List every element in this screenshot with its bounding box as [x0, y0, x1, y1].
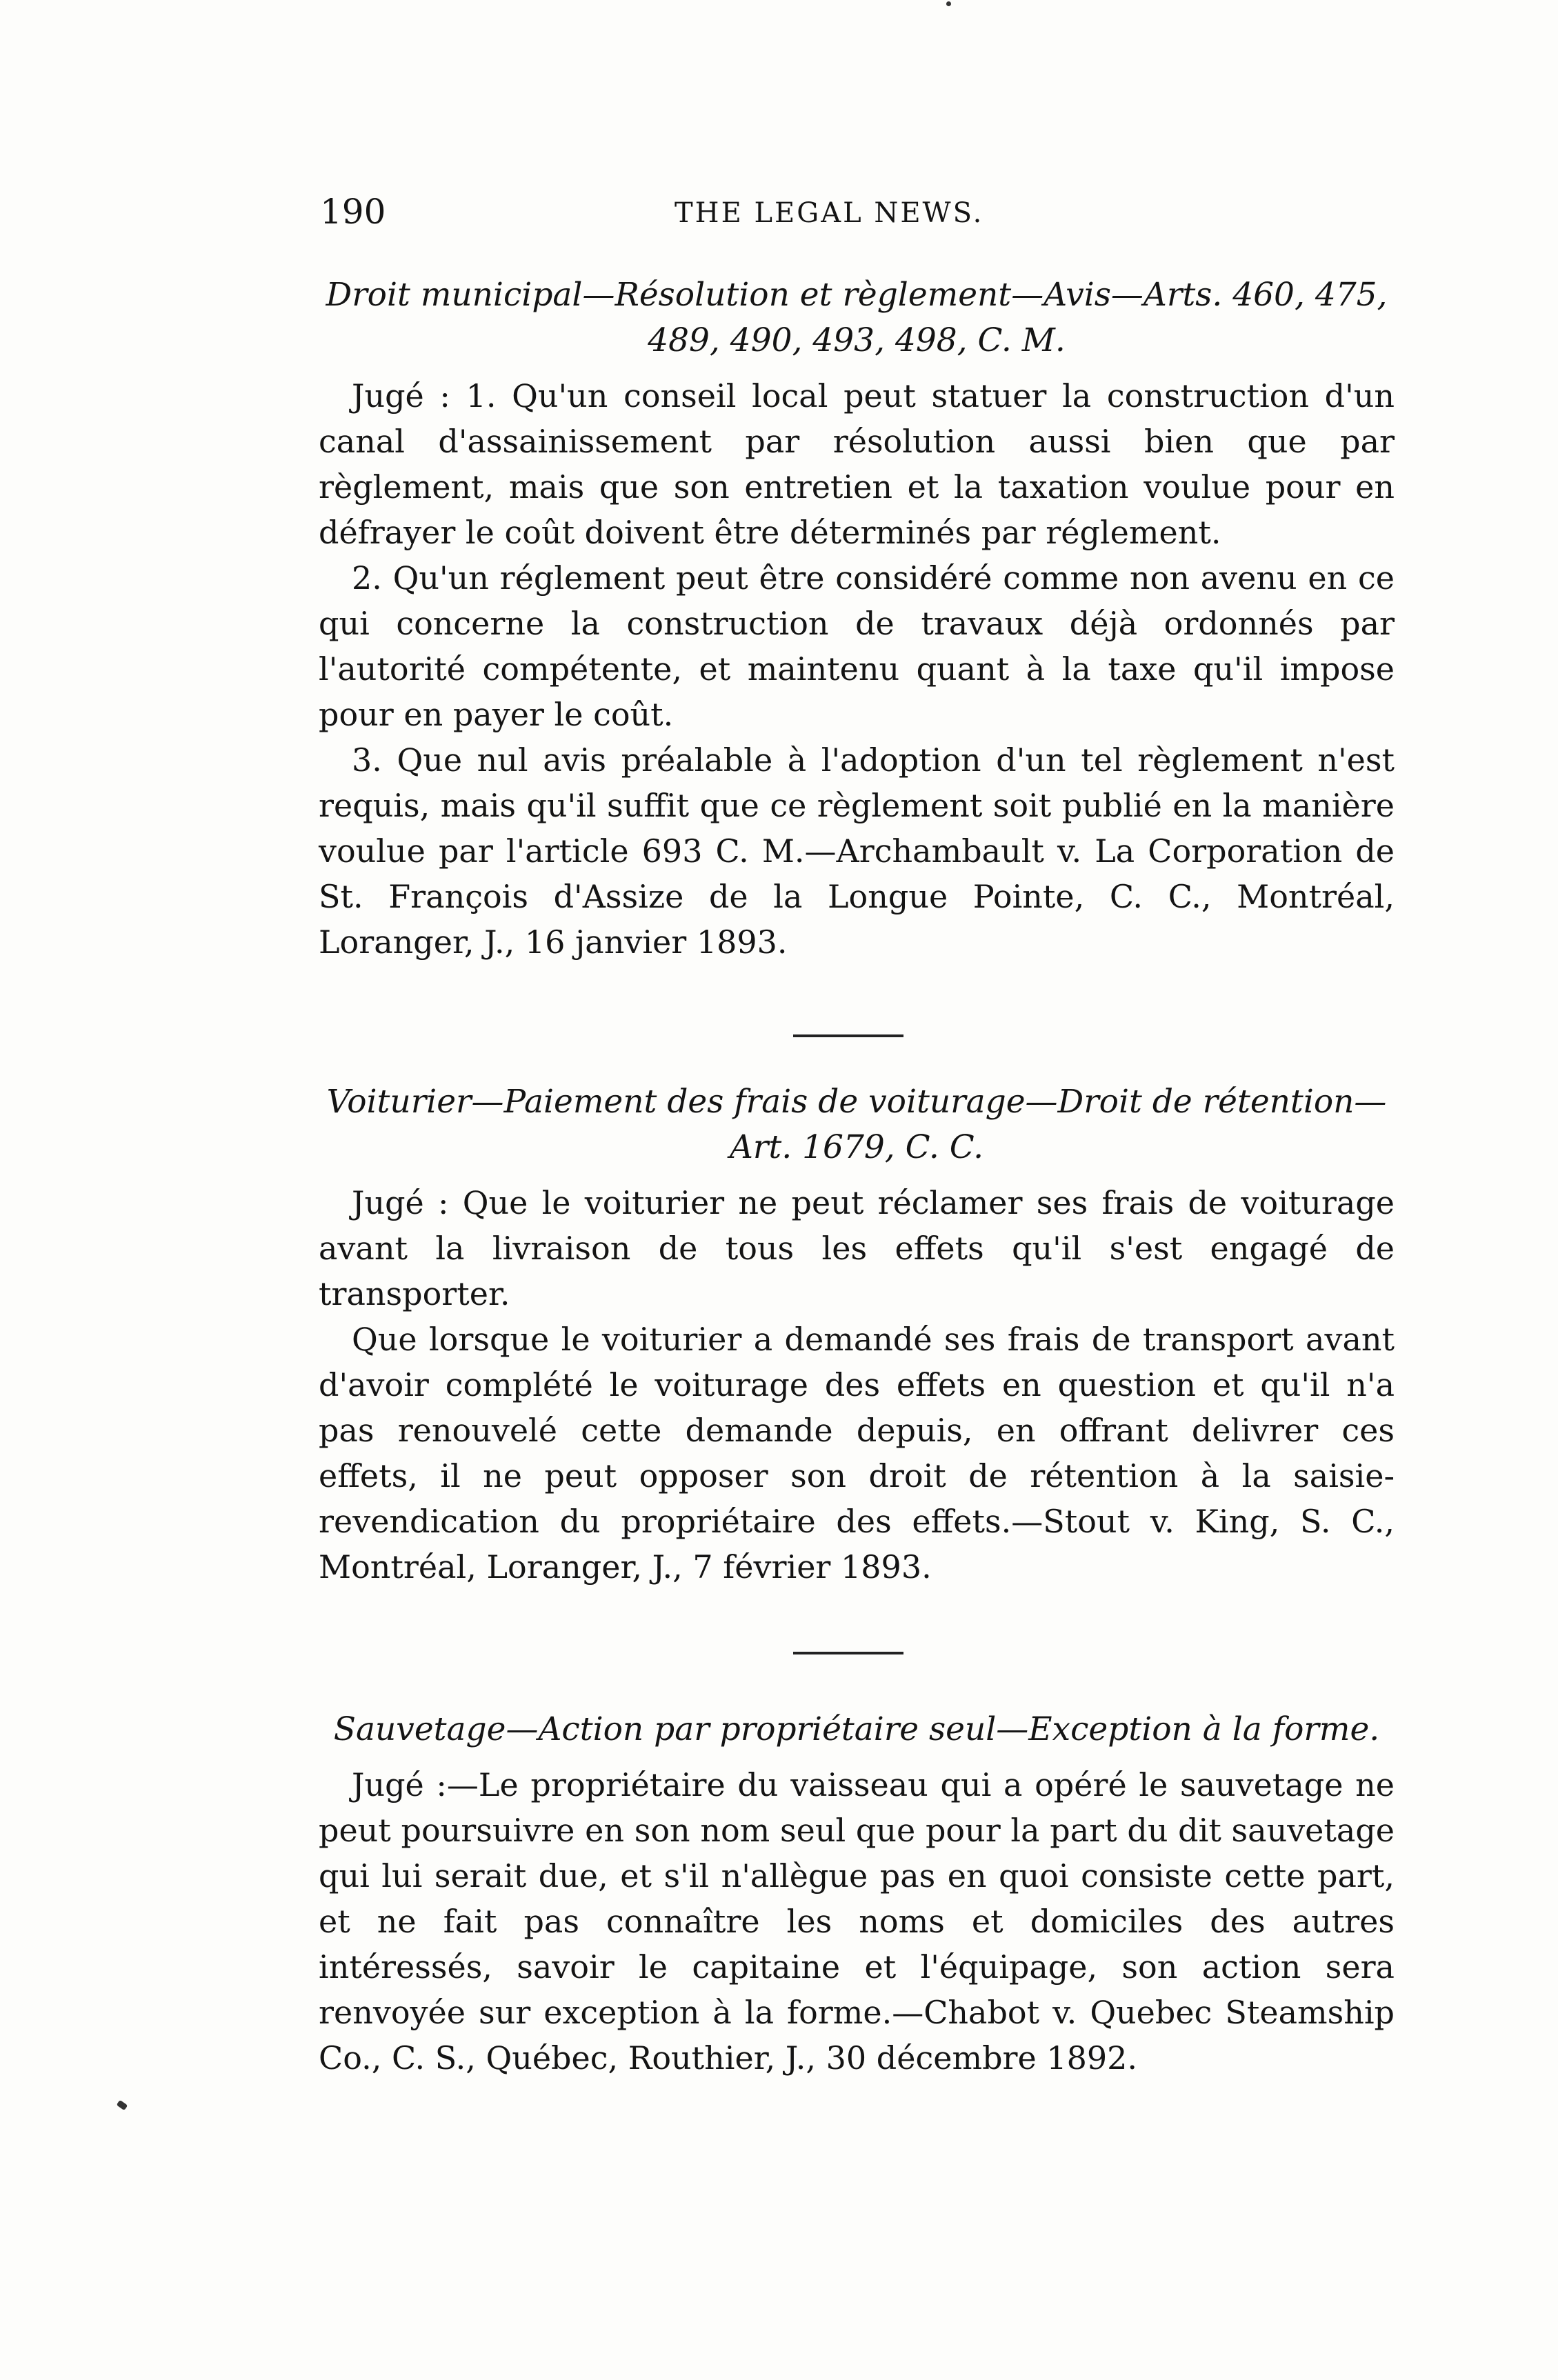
case-3-paragraph-1: Jugé :—Le propriétaire du vaisseau qui a opéré le sauvetage ne peut poursuivre en son nom seul que pour la part du dit sauvetage qui lui serait due, et s'il n'allègue pas en quoi consiste cette part, et ne fait pas connaître les noms et domiciles des autres intéressés, savoir le capitaine et l'équipage, son action sera renvoyée sur exception à la forme.—Chabot v. Quebec Steamship Co., C. S., Québec, Routhier, J., 30 décembre 1892.	[319, 1766, 1395, 2077]
section-divider	[793, 1652, 903, 1654]
case-3-heading	[319, 1707, 1395, 1752]
case-1-paragraph-1: Jugé : 1. Qu'un conseil local peut statuer la construction d'un canal d'assainissement par résolution aussi bien que par règlement, mais que son entretien et la taxation voulue pour en défrayer le coût doivent être déterminés par réglement.	[319, 377, 1395, 551]
print-speck	[117, 2100, 128, 2110]
case-2-heading-line1: Voiturier—Paiement des frais de voiturage—Droit de rétention—	[326, 1083, 1387, 1121]
running-head: THE LEGAL NEWS.	[675, 197, 984, 229]
case-1-paragraph-3: 3. Que nul avis préalable à l'adoption d'un tel règlement n'est requis, mais qu'il suffit que ce règlement soit publié en la manière voulue par l'article 693 C. M.—Archambault v. La Corporation de St. François d'Assize de la Longue Pointe, C. C., Montréal, Loranger, J., 16 janvier 1893.	[319, 741, 1395, 961]
case-2-paragraph-1: Jugé : Que le voiturier ne peut réclamer ses frais de voiturage avant la livraison de tous les effets qu'il s'est engagé de transporter.	[319, 1184, 1395, 1312]
case-1-heading-line2: 489, 490, 493, 498, C. M.	[648, 321, 1066, 359]
page-number: 190	[320, 192, 386, 232]
case-2	[319, 1079, 1395, 1590]
page-header	[320, 192, 1396, 240]
case-3	[319, 1707, 1395, 2081]
case-1-heading-line1: Droit municipal—Résolution et règlement—Avis—Arts. 460, 475,	[326, 276, 1388, 314]
section-divider	[793, 1034, 903, 1037]
case-1	[319, 272, 1395, 965]
case-3-heading-line1: Sauvetage—Action par propriétaire seul—Exception à la forme.	[333, 1710, 1380, 1748]
case-2-paragraph-2: Que lorsque le voiturier a demandé ses frais de transport avant d'avoir complété le voiturage des effets en question et qu'il n'a pas renouvelé cette demande depuis, en offrant delivrer ces effets, il ne peut opposer son droit de rétention à la saisie-revendication du propriétaire des effets.—Stout v. King, S. C., Montréal, Loranger, J., 7 février 1893.	[319, 1321, 1395, 1586]
case-1-paragraph-2: 2. Qu'un réglement peut être considéré comme non avenu en ce qui concerne la construction de travaux déjà ordonnés par l'autorité compétente, et maintenu quant à la taxe qu'il impose pour en payer le coût.	[319, 559, 1395, 733]
case-2-heading-line2: Art. 1679, C. C.	[729, 1128, 984, 1166]
case-1-heading	[319, 272, 1395, 363]
case-2-heading	[319, 1079, 1395, 1170]
print-speck	[946, 1, 951, 6]
